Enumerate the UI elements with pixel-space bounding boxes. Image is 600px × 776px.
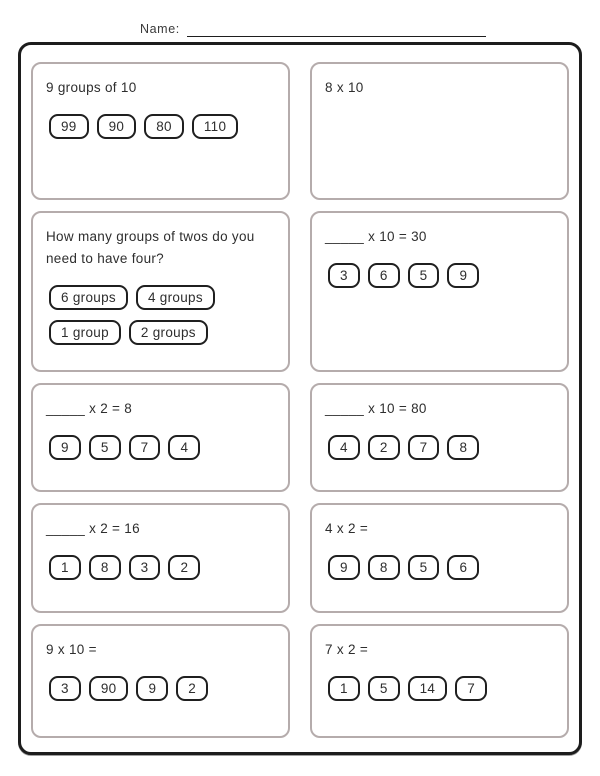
question-prompt: 8 x 10 <box>325 80 364 95</box>
answer-option-pill[interactable]: 8 <box>447 435 479 460</box>
question-prompt: 4 x 2 = <box>325 521 369 536</box>
question-card-3 <box>31 211 290 372</box>
question-prompt: _____ x 10 = 30 <box>325 229 427 244</box>
answer-option-pill[interactable]: 6 groups <box>49 285 128 310</box>
answer-option-pill[interactable]: 7 <box>455 676 487 701</box>
question-card-5 <box>31 383 290 492</box>
answer-option-pill[interactable]: 3 <box>49 676 81 701</box>
answer-option-pill[interactable]: 7 <box>408 435 440 460</box>
answer-option-pill[interactable]: 2 groups <box>129 320 208 345</box>
answer-option-pill[interactable]: 9 <box>136 676 168 701</box>
answer-option-pill[interactable]: 5 <box>89 435 121 460</box>
answer-options <box>49 435 277 460</box>
answer-option-pill[interactable]: 90 <box>89 676 129 701</box>
answer-options <box>328 435 556 460</box>
answer-option-pill[interactable]: 8 <box>368 555 400 580</box>
answer-option-pill[interactable]: 4 <box>168 435 200 460</box>
name-row <box>140 22 486 37</box>
answer-option-pill[interactable]: 4 groups <box>136 285 215 310</box>
name-blank-line[interactable] <box>187 22 486 37</box>
worksheet-border <box>18 42 582 755</box>
answer-option-pill[interactable]: 110 <box>192 114 238 139</box>
questions-grid <box>21 45 579 752</box>
answer-option-pill[interactable]: 2 <box>368 435 400 460</box>
answer-option-pill[interactable]: 6 <box>368 263 400 288</box>
answer-option-pill[interactable]: 1 group <box>49 320 121 345</box>
question-card-8 <box>310 503 569 613</box>
answer-option-pill[interactable]: 90 <box>97 114 137 139</box>
answer-option-pill[interactable]: 5 <box>368 676 400 701</box>
question-prompt: 9 x 10 = <box>46 642 97 657</box>
answer-option-pill[interactable]: 5 <box>408 555 440 580</box>
answer-option-pill[interactable]: 8 <box>89 555 121 580</box>
answer-option-pill[interactable]: 1 <box>49 555 81 580</box>
question-prompt: _____ x 2 = 8 <box>46 401 133 416</box>
answer-options <box>49 555 277 580</box>
answer-options <box>49 676 277 701</box>
answer-options <box>328 263 556 288</box>
answer-option-pill[interactable]: 6 <box>447 555 479 580</box>
answer-option-pill[interactable]: 4 <box>328 435 360 460</box>
answer-option-pill[interactable]: 9 <box>328 555 360 580</box>
answer-option-pill[interactable]: 3 <box>129 555 161 580</box>
question-card-6 <box>310 383 569 492</box>
question-card-2 <box>310 62 569 200</box>
question-card-1 <box>31 62 290 200</box>
answer-option-pill[interactable]: 99 <box>49 114 89 139</box>
question-card-9 <box>31 624 290 738</box>
question-prompt: 7 x 2 = <box>325 642 369 657</box>
answer-option-pill[interactable]: 1 <box>328 676 360 701</box>
answer-option-pill[interactable]: 5 <box>408 263 440 288</box>
answer-options <box>49 114 277 139</box>
answer-option-pill[interactable]: 9 <box>49 435 81 460</box>
answer-option-pill[interactable]: 80 <box>144 114 184 139</box>
question-card-10 <box>310 624 569 738</box>
answer-option-pill[interactable]: 3 <box>328 263 360 288</box>
answer-option-pill[interactable]: 9 <box>447 263 479 288</box>
question-prompt: 9 groups of 10 <box>46 80 137 95</box>
answer-options <box>328 676 556 701</box>
answer-option-pill[interactable]: 2 <box>176 676 208 701</box>
answer-options <box>49 285 277 345</box>
question-prompt: How many groups of twos do you need to have four? <box>46 229 255 266</box>
answer-option-pill[interactable]: 2 <box>168 555 200 580</box>
question-card-4 <box>310 211 569 372</box>
question-prompt: _____ x 10 = 80 <box>325 401 427 416</box>
question-card-7 <box>31 503 290 613</box>
name-label: Name: <box>140 22 180 36</box>
answer-option-pill[interactable]: 14 <box>408 676 448 701</box>
question-prompt: _____ x 2 = 16 <box>46 521 140 536</box>
answer-options <box>328 555 556 580</box>
answer-option-pill[interactable]: 7 <box>129 435 161 460</box>
